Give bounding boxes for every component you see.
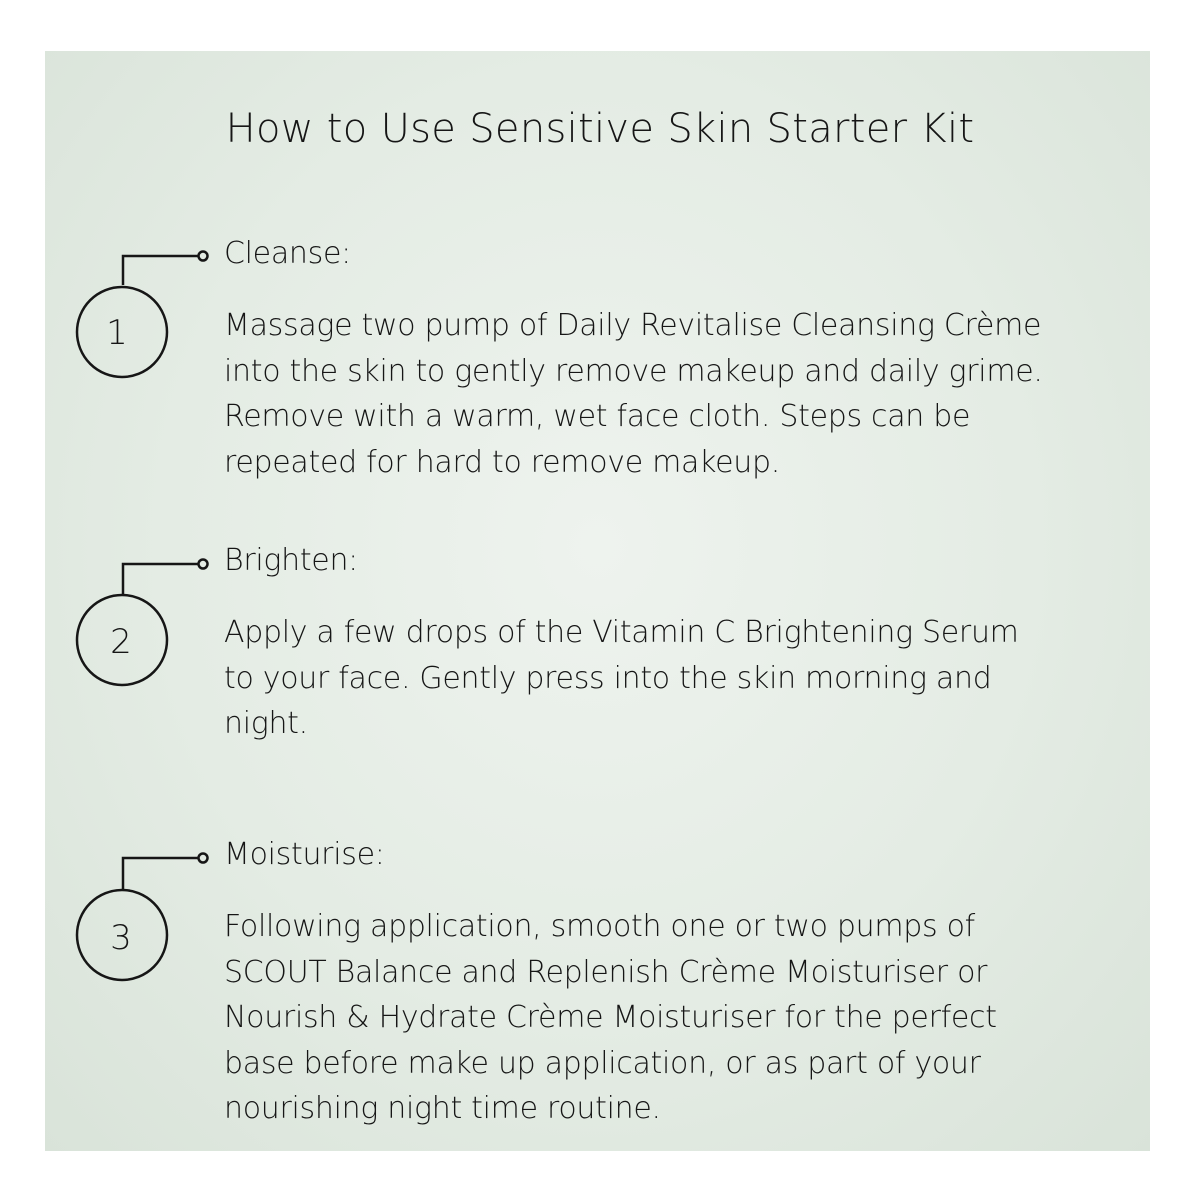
step-description: Following application, smooth one or two pumps of SCOUT Balance and Replenish Crème Moisturiser or Nourish & Hydrate Crème Moisturiser for the perfect base before make up application, or as part of your nourishing night time routine. [224, 909, 997, 1126]
step-number: 2 [110, 622, 132, 662]
page-title: How to Use Sensitive Skin Starter Kit [225, 106, 975, 152]
step-heading: Brighten: [224, 543, 358, 578]
step-heading: Cleanse: [224, 236, 351, 271]
step-number: 1 [106, 313, 128, 353]
step-description: Massage two pump of Daily Revitalise Cleansing Crème into the skin to gently remove makeup and daily grime. Remove with a warm, wet face cloth. Steps can be repeated for hard to remove makeup. [224, 308, 1043, 480]
step-description: Apply a few drops of the Vitamin C Brightening Serum to your face. Gently press into the skin morning and night. [224, 615, 1019, 741]
step-number: 3 [110, 918, 132, 958]
step-heading: Moisturise: [224, 837, 385, 872]
